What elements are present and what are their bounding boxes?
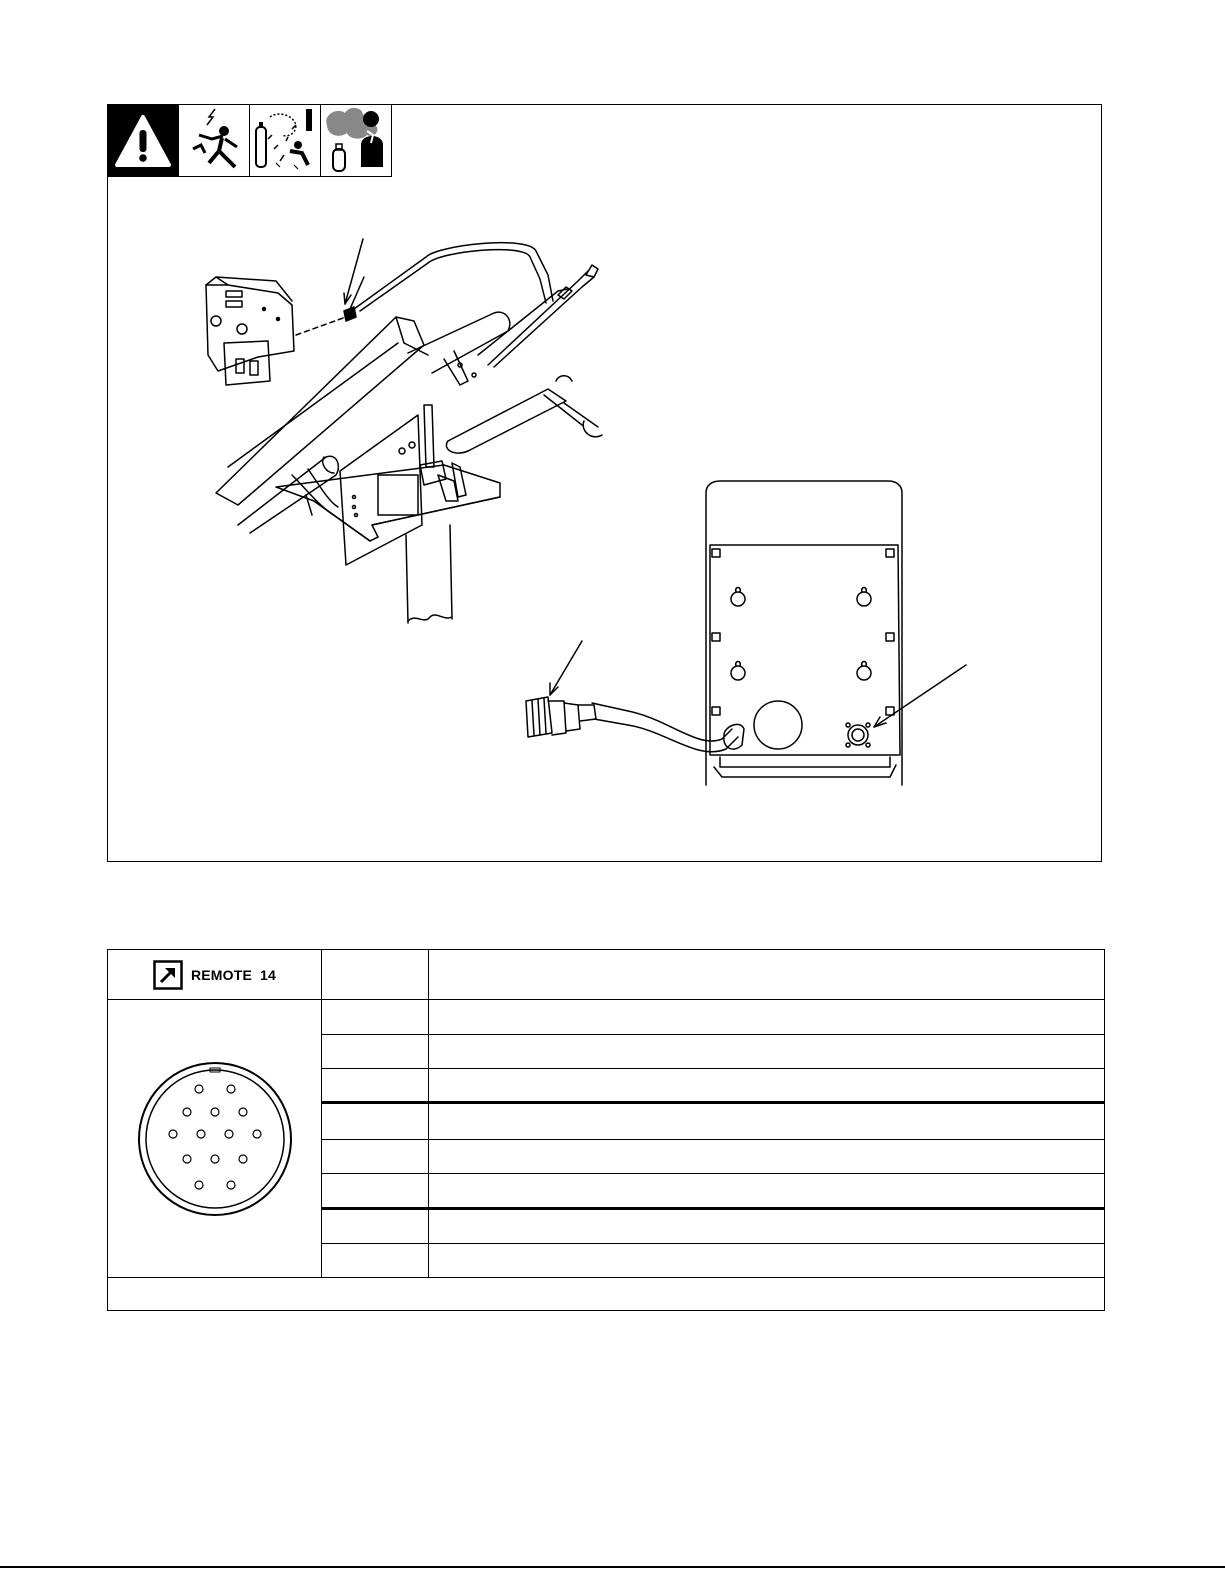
- socket-cell: [322, 1173, 429, 1208]
- safety-symbol-strip: [108, 105, 392, 177]
- pendant-control-box: [206, 277, 294, 385]
- socket-cell: [322, 1139, 429, 1173]
- remote-arrow-icon: [153, 960, 183, 990]
- info-header-cell: [429, 950, 1105, 1000]
- flying-sparks-icon: [250, 105, 321, 177]
- remote-pin-table: [107, 949, 1105, 1311]
- remote-label-text: REMOTE: [190, 966, 253, 983]
- info-cell: [429, 1069, 1105, 1103]
- cable-plug: [526, 697, 596, 737]
- warning-triangle-icon: [108, 105, 179, 177]
- socket-cell: [322, 1069, 429, 1103]
- socket-cell: [322, 1000, 429, 1035]
- socket-cell: [322, 1208, 429, 1243]
- info-cell: [429, 1103, 1105, 1139]
- socket-header-cell: [322, 950, 429, 1000]
- info-cell: [429, 1173, 1105, 1208]
- receptacle-face-icon: [135, 1059, 295, 1219]
- table-footnote-row: [108, 1277, 1105, 1310]
- installation-figure: [107, 104, 1102, 862]
- installation-drawing: [108, 177, 1100, 860]
- info-cell: [429, 1000, 1105, 1035]
- info-cell: [429, 1243, 1105, 1277]
- electric-shock-icon: [179, 105, 250, 177]
- info-cell: [429, 1208, 1105, 1243]
- remote-pin-count: 14: [260, 966, 277, 983]
- socket-cell: [322, 1243, 429, 1277]
- info-cell: [429, 1035, 1105, 1069]
- fumes-gas-icon: [321, 105, 392, 177]
- socket-cell: [322, 1035, 429, 1069]
- page-bottom-rule: [0, 1566, 1225, 1568]
- remote-header-cell: [108, 950, 322, 1000]
- socket-cell: [322, 1103, 429, 1139]
- receptacle-diagram-cell: [108, 1000, 322, 1278]
- info-cell: [429, 1139, 1105, 1173]
